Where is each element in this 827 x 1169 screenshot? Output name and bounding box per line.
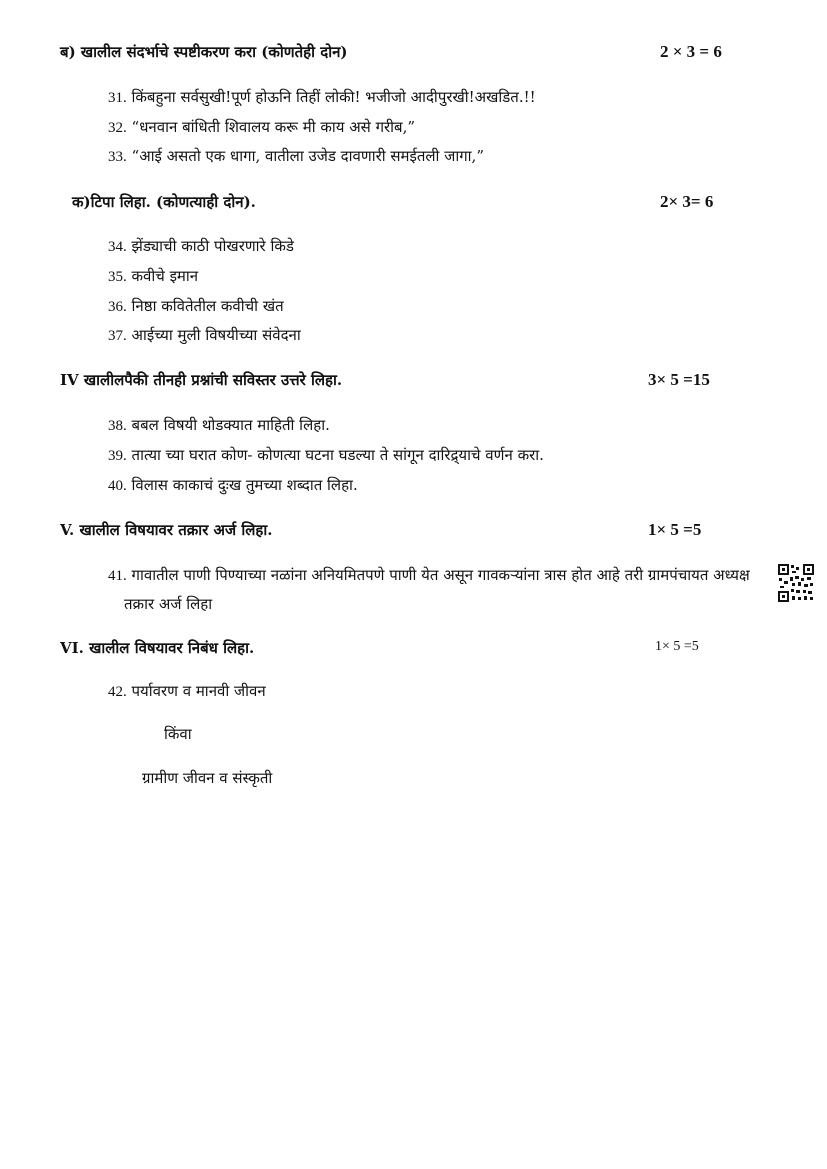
section-iv-heading: IV खालीलपैकी तीनही प्रश्नांची सविस्तर उत्तरे लिहा.: [60, 371, 343, 389]
question-40: [108, 475, 358, 495]
question-text: कवीचे इमान: [131, 267, 199, 285]
question-number: 42.: [108, 684, 127, 700]
question-31: [108, 87, 536, 107]
section-k-heading: क)टिपा लिहा. (कोणत्याही दोन).: [72, 193, 256, 211]
section-v-heading: V. खालील विषयावर तक्रार अर्ज लिहा.: [60, 521, 273, 539]
question-text: आईच्या मुली विषयीच्या संवेदना: [131, 326, 301, 344]
question-number: 35.: [108, 269, 127, 285]
question-33: [108, 146, 484, 166]
or-text: किंवा: [164, 725, 192, 743]
alternate-essay-topic: ग्रामीण जीवन व संस्कृती: [142, 769, 273, 787]
question-text: तात्या च्या घरात कोण- कोणत्या घटना घडल्या ते सांगून दारिद्र्याचे वर्णन करा.: [131, 446, 544, 464]
question-34: [108, 236, 294, 256]
question-number: 37.: [108, 328, 127, 344]
question-37: [108, 325, 301, 345]
qr-code-icon: [777, 563, 815, 603]
section-b-marks: 2 × 3 = 6: [660, 42, 722, 61]
question-number: 31.: [108, 90, 127, 106]
question-number: 38.: [108, 418, 127, 434]
question-number: 32.: [108, 120, 127, 136]
question-text: विलास काकाचं दुःख तुमच्या शब्दात लिहा.: [131, 476, 358, 494]
question-number: 39.: [108, 448, 127, 464]
question-number: 36.: [108, 299, 127, 315]
section-vi-marks: 1× 5 =5: [655, 639, 699, 654]
question-number: 40.: [108, 478, 127, 494]
section-iv-marks: 3× 5 =15: [648, 370, 710, 389]
question-number: 41.: [108, 568, 127, 584]
question-number: 33.: [108, 149, 127, 165]
question-text: निष्ठा कवितेतील कवीची खंत: [131, 297, 284, 315]
question-text: “धनवान बांधिती शिवालय करू मी काय असे गरीब,”: [131, 118, 416, 136]
question-32: [108, 117, 415, 137]
question-35: [108, 266, 198, 286]
question-text: झेंड्याची काठी पोखरणारे किडे: [131, 237, 294, 255]
section-vi-heading: VI. खालील विषयावर निबंध लिहा.: [60, 639, 255, 657]
question-text: बबल विषयी थोडक्यात माहिती लिहा.: [131, 416, 330, 434]
section-v-marks: 1× 5 =5: [648, 520, 702, 539]
section-k-marks: 2× 3= 6: [660, 192, 714, 211]
question-38: [108, 415, 330, 435]
question-41: [108, 565, 776, 585]
question-36: [108, 296, 284, 316]
question-text: “आई असतो एक धागा, वातीला उजेड दावणारी समईतली जागा,”: [131, 147, 484, 165]
question-41-continued: तक्रार अर्ज लिहा: [124, 595, 213, 613]
question-text-line1: गावातील पाणी पिण्याच्या नळांना अनियमितपणे पाणी येत असून गावकऱ्यांना त्रास होत आहे तरी ग्रामपंचायत अध्यक्ष: [131, 566, 750, 584]
question-text: किंबहुना सर्वसुखी!पूर्ण होऊनि तिहीं लोकी! भजीजो आदीपुरखी!अखडित.!!: [131, 88, 536, 106]
question-text: पर्यावरण व मानवी जीवन: [131, 682, 266, 700]
question-42: [108, 681, 266, 701]
question-number: 34.: [108, 239, 127, 255]
question-39: [108, 445, 544, 465]
section-b-heading: ब) खालील संदर्भाचे स्पष्टीकरण करा (कोणतेही दोन): [60, 43, 348, 61]
